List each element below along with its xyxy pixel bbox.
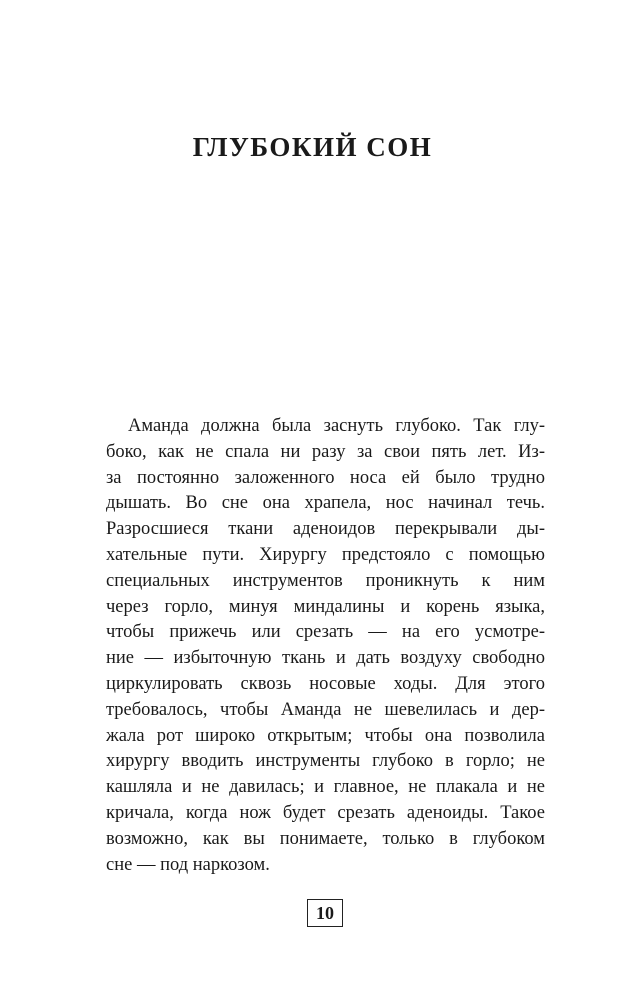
text-line: Аманда должна была заснуть глубоко. Так глу- xyxy=(128,416,545,436)
text-line: сне — под наркозом. xyxy=(106,854,270,875)
text-line: требовалось, чтобы Аманда не шевелилась и дер- xyxy=(106,699,545,720)
text-line: ние — избыточную ткань и дать воздуху свободно xyxy=(106,648,545,669)
body-text xyxy=(106,414,545,878)
text-line: за постоянно заложенного носа ей было трудно xyxy=(106,467,545,488)
text-line: боко, как не спала ни разу за свои пять лет. Из- xyxy=(106,441,545,462)
text-line: через горло, минуя миндалины и корень языка, xyxy=(106,596,545,617)
text-line: дышать. Во сне она храпела, нос начинал течь. xyxy=(106,493,545,514)
text-line: жала рот широко открытым; чтобы она позволила xyxy=(106,725,545,746)
text-line: возможно, как вы понимаете, только в глубоком xyxy=(106,828,545,849)
text-line: Разросшиеся ткани аденоидов перекрывали ды- xyxy=(106,519,545,540)
text-line: кричала, когда нож будет срезать аденоиды. Такое xyxy=(106,802,545,823)
text-line: хирургу вводить инструменты глубоко в горло; не xyxy=(106,751,545,772)
text-line: циркулировать сквозь носовые ходы. Для этого xyxy=(106,673,545,694)
text-line: чтобы прижечь или срезать — на его усмотре- xyxy=(106,622,545,643)
text-line: кашляла и не давилась; и главное, не плакала и не xyxy=(106,777,545,798)
page-number: 10 xyxy=(307,899,343,927)
text-line: хательные пути. Хирургу предстояло с помощью xyxy=(106,544,545,565)
text-line: специальных инструментов проникнуть к ним xyxy=(106,570,545,591)
chapter-title: ГЛУБОКИЙ СОН xyxy=(192,132,433,162)
